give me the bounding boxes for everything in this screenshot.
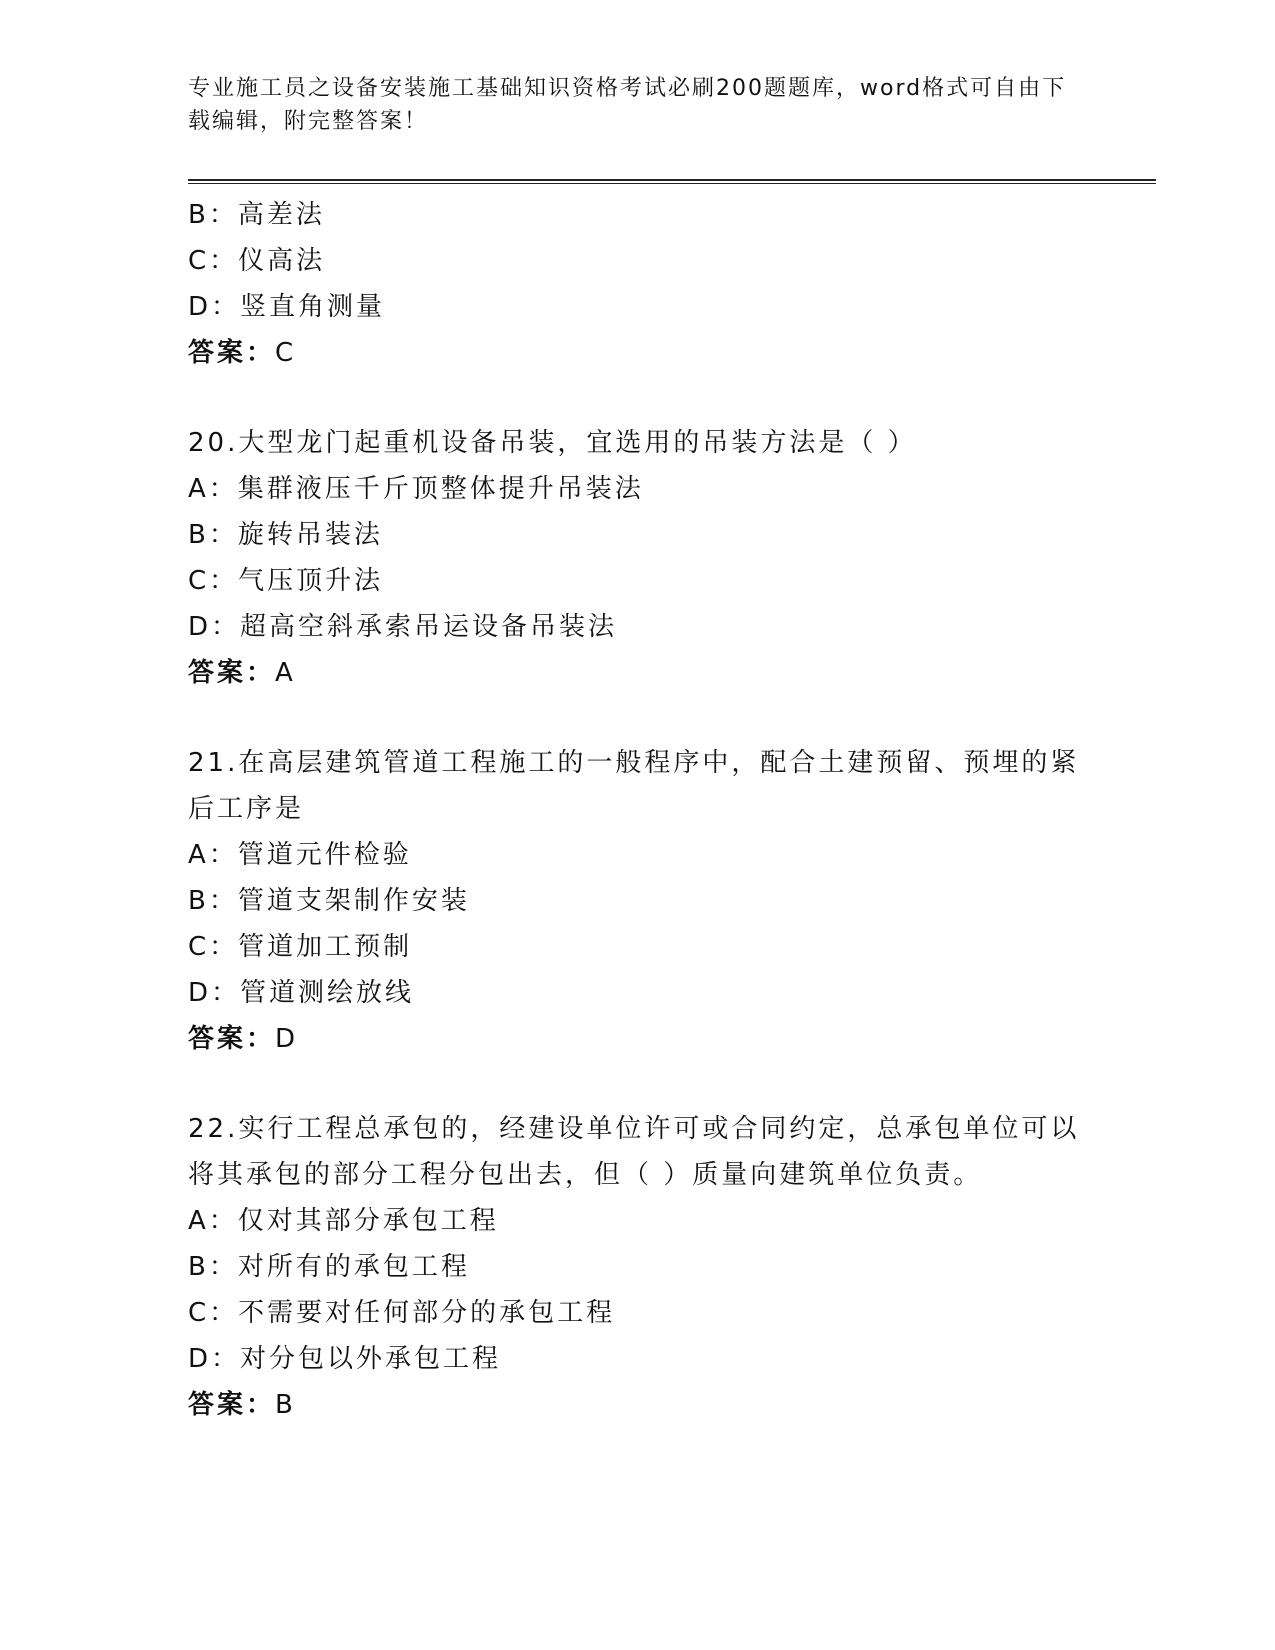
answer-line xyxy=(188,330,1088,376)
answer-value: B xyxy=(275,1390,296,1420)
answer-line xyxy=(188,1016,1088,1062)
question-22 xyxy=(188,1106,1088,1428)
question-21 xyxy=(188,740,1088,1062)
answer-line xyxy=(188,1382,1088,1428)
question-text: 22.实行工程总承包的，经建设单位许可或合同约定，总承包单位可以将其承包的部分工程分包出去，但（ ）质量向建筑单位负责。 xyxy=(188,1114,1080,1190)
option-a: A：管道元件检验 xyxy=(188,840,412,870)
option-d: D：管道测绘放线 xyxy=(188,978,415,1008)
option-c: C：不需要对任何部分的承包工程 xyxy=(188,1298,616,1328)
option-a: A：集群液压千斤顶整体提升吊装法 xyxy=(188,474,644,504)
answer-value: D xyxy=(275,1024,299,1054)
question-20 xyxy=(188,420,1088,696)
option-b: B：旋转吊装法 xyxy=(188,520,383,550)
option-c: C：气压顶升法 xyxy=(188,566,384,596)
option-d: D：超高空斜承索吊运设备吊装法 xyxy=(188,612,618,642)
option-d: D：对分包以外承包工程 xyxy=(188,1344,502,1374)
answer-line xyxy=(188,650,1088,696)
answer-label: 答案： xyxy=(188,1024,276,1054)
option-d: D：竖直角测量 xyxy=(188,292,386,322)
question-19-continued xyxy=(188,192,1088,376)
answer-label: 答案： xyxy=(188,658,276,688)
answer-value: C xyxy=(275,338,297,368)
document-header: 专业施工员之设备安装施工基础知识资格考试必刷200题题库，word格式可自由下载编辑，附完整答案！ xyxy=(188,76,1067,134)
header-divider-thick xyxy=(188,179,1156,181)
header-divider-thin xyxy=(188,183,1156,184)
option-a: A：仅对其部分承包工程 xyxy=(188,1206,499,1236)
question-text: 20.大型龙门起重机设备吊装，宜选用的吊装方法是（ ） xyxy=(188,428,917,458)
question-list xyxy=(188,192,1088,1428)
option-b: B：高差法 xyxy=(188,200,325,230)
answer-label: 答案： xyxy=(188,1390,276,1420)
option-c: C：仪高法 xyxy=(188,246,326,276)
option-c: C：管道加工预制 xyxy=(188,932,413,962)
option-b: B：对所有的承包工程 xyxy=(188,1252,470,1282)
answer-value: A xyxy=(275,658,296,688)
question-text: 21.在高层建筑管道工程施工的一般程序中，配合土建预留、预埋的紧后工序是 xyxy=(188,748,1080,824)
answer-label: 答案： xyxy=(188,338,276,368)
option-b: B：管道支架制作安装 xyxy=(188,886,470,916)
